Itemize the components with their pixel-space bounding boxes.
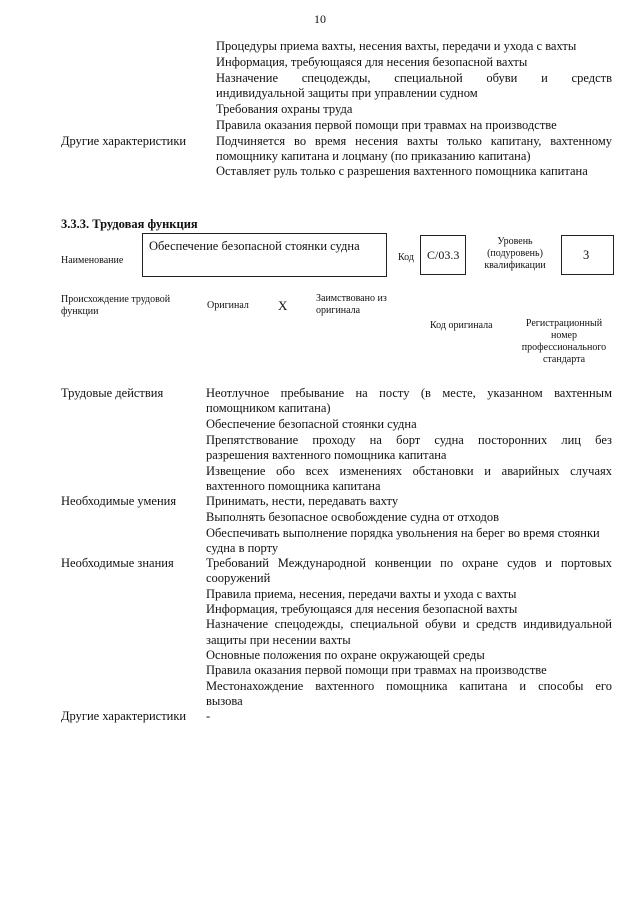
- labor-action-line: Препятствование проходу на борт судна посторонних лиц без: [206, 433, 612, 447]
- labor-action-line: вахтенного помощника капитана: [206, 479, 381, 493]
- other-characteristics-label: Другие характеристики: [61, 134, 187, 148]
- labor-action-line: Извещение обо всех изменениях обстановки и аварийных случаях: [206, 464, 612, 478]
- skill-line: судна в порту: [206, 541, 279, 555]
- skill-line: Принимать, нести, передавать вахту: [206, 494, 399, 508]
- original-mark: X: [278, 298, 288, 313]
- knowledge-line: Назначение спецодежды, специальной обуви и средств: [216, 71, 612, 85]
- labor-actions-label: Трудовые действия: [61, 386, 164, 400]
- name-label: Наименование: [61, 255, 124, 266]
- skill-line: Обеспечивать выполнение порядка увольнения на берег во время стоянки: [206, 526, 600, 540]
- labor-action-line: Обеспечение безопасной стоянки судна: [206, 417, 417, 431]
- level-field: [561, 235, 614, 275]
- reg-number-label: Регистрационный номер профессионального стандарта: [521, 318, 607, 365]
- code-original-label: Код оригинала: [430, 320, 493, 331]
- knowledge-item-line: Требований Международной конвенции по охране судов и портовых: [206, 556, 612, 570]
- knowledge-item-line: защиты при несении вахты: [206, 633, 351, 647]
- section-title: 3.3.3. Трудовая функция: [61, 217, 198, 231]
- labor-action-line: помощником капитана): [206, 401, 331, 415]
- knowledge-item-line: Правила приема, несения, передачи вахты и ухода с вахты: [206, 587, 517, 601]
- knowledge-line: Требования охраны труда: [216, 102, 353, 116]
- code-field: [420, 235, 466, 275]
- knowledge-line: Информация, требующаяся для несения безопасной вахты: [216, 55, 528, 69]
- other-value: -: [206, 709, 211, 723]
- labor-action-line: Неотлучное пребывание на посту (в месте, указанном вахтенным: [206, 386, 612, 400]
- labor-action-line: разрешения вахтенного помощника капитана: [206, 448, 447, 462]
- level-label: Уровень (подуровень) квалификации: [484, 236, 546, 271]
- skill-line: Выполнять безопасное освобождение судна от отходов: [206, 510, 500, 524]
- origin-label: Происхождение трудовой функции: [61, 294, 171, 317]
- knowledge-line: Процедуры приема вахты, несения вахты, передачи и ухода с вахты: [216, 39, 577, 53]
- skills-label: Необходимые умения: [61, 494, 177, 508]
- name-field: [142, 233, 387, 277]
- knowledge-item-line: Информация, требующаяся для несения безопасной вахты: [206, 602, 518, 616]
- level-value: 3: [583, 248, 590, 262]
- knowledge-item-line: Назначение спецодежды, специальной обуви и средств индивидуальной: [206, 617, 612, 631]
- knowledge-item-line: Местонахождение вахтенного помощника капитана и способы его: [206, 679, 612, 693]
- other-line: Оставляет руль только с разрешения вахтенного помощника капитана: [216, 164, 588, 178]
- borrowed-label: Заимствовано из оригинала: [316, 293, 387, 316]
- code-value: C/03.3: [427, 248, 460, 262]
- page-number: 10: [314, 12, 326, 26]
- other-line: помощнику капитана и лоцману (по приказанию капитана): [216, 149, 531, 163]
- original-label: Оригинал: [207, 300, 249, 311]
- knowledge-item-line: Основные положения по охране окружающей среды: [206, 648, 485, 662]
- knowledge-item-line: вызова: [206, 694, 243, 708]
- other-line: Подчиняется во время несения вахты только капитану, вахтенному: [216, 134, 612, 148]
- code-label: Код: [398, 252, 414, 263]
- knowledge-line: индивидуальной защиты при управлении судном: [216, 86, 478, 100]
- knowledge-item-line: Правила оказания первой помощи при травмах на производстве: [206, 663, 547, 677]
- knowledge-label: Необходимые знания: [61, 556, 174, 570]
- knowledge-line: Правила оказания первой помощи при травмах на производстве: [216, 118, 557, 132]
- name-value: Обеспечение безопасной стоянки судна: [149, 239, 360, 253]
- other-label: Другие характеристики: [61, 709, 187, 723]
- knowledge-item-line: сооружений: [206, 571, 271, 585]
